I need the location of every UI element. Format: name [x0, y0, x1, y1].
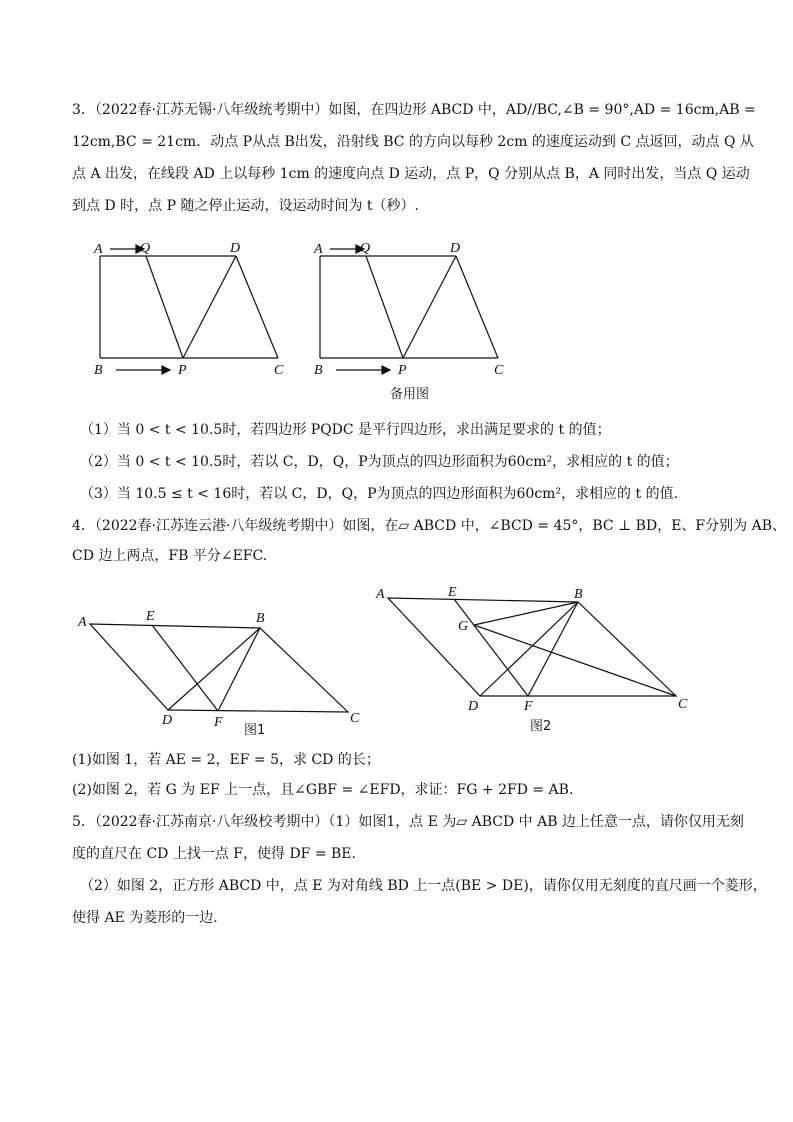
label-g: G — [458, 619, 469, 634]
label-q: Q — [360, 241, 371, 256]
label-c: C — [274, 363, 284, 378]
q3-fig1-side-dc — [236, 256, 278, 358]
label-d: D — [162, 713, 173, 728]
q4-fig1-seg-ef — [152, 625, 218, 711]
q3-fig2-arrowhead-p — [382, 366, 390, 374]
q3-fig1-seg-qp — [146, 256, 183, 358]
q4-sub-2: (2)如图 2，若 G 为 EF 上一点，且∠GBF = ∠EFD，求证：FG + 2FD = AB. — [72, 782, 574, 798]
q4-fig2-shape — [388, 598, 676, 696]
q3-figure-main — [88, 236, 298, 386]
q5-line-3: （2）如图 2，正方形 ABCD 中，点 E 为对角线 BD 上一点(BE > DE)，请你仅用无刻度的直尺画一个菱形， — [80, 878, 767, 894]
q4-fig1-seg-bd — [168, 628, 260, 710]
label-b: B — [314, 363, 323, 378]
q3-line-1: 3．（2022春·江苏无锡·八年级统考期中）如图，在四边形 ABCD 中，AD//BC,∠B = 90°,AD = 16cm,AB = — [72, 102, 756, 118]
label-b: B — [94, 363, 103, 378]
label-d: D — [230, 241, 241, 256]
q4-fig1-shape — [90, 624, 348, 712]
q3-fig2-side-dc — [456, 256, 498, 358]
q3-figure-backup — [308, 236, 518, 406]
label-p: P — [398, 363, 407, 378]
label-c: C — [494, 363, 504, 378]
fig2-caption: 图2 — [530, 719, 552, 734]
q4-fig2-seg-bd — [480, 602, 578, 696]
label-a: A — [94, 242, 103, 257]
label-f: F — [214, 715, 223, 730]
label-a: A — [376, 587, 385, 602]
q4-fig2-seg-gc — [474, 625, 676, 696]
q3-line-3: 点 A 出发，在线段 AD 上以每秒 1cm 的速度向点 D 运动，点 P，Q 分别从点 B，A 同时出发，当点 Q 运动 — [72, 166, 750, 182]
label-b: B — [256, 611, 265, 626]
q4-sub-1: (1)如图 1，若 AE = 2，EF = 5，求 CD 的长； — [72, 752, 380, 768]
label-c: C — [678, 697, 688, 712]
label-a: A — [78, 615, 87, 630]
label-a: A — [314, 242, 323, 257]
q4-line-1: 4．（2022春·江苏连云港·八年级统考期中）如图，在▱ ABCD 中，∠BCD = 45°，BC ⊥ BD，E、F分别为 AB、 — [72, 518, 786, 534]
q3-line-4: 到点 D 时，点 P 随之停止运动，设运动时间为 t（秒）. — [72, 198, 419, 214]
fig1-caption: 图1 — [244, 723, 266, 738]
label-c: C — [350, 711, 360, 726]
label-p: P — [178, 363, 187, 378]
q4-figure-1 — [72, 604, 372, 740]
q3-fig2-shape — [320, 245, 498, 374]
q4-fig2-seg-ef — [454, 599, 528, 696]
q4-fig1-parallelogram — [90, 624, 348, 712]
q3-line-2: 12cm,BC = 21cm．动点 P从点 B出发，沿射线 BC 的方向以每秒 2cm 的速度运动到 C 点返回，动点 Q 从 — [72, 134, 754, 150]
q4-fig2-seg-bf — [528, 602, 578, 696]
q3-sub-1: （1）当 0 < t < 10.5时，若四边形 PQDC 是平行四边形，求出满足要求的 t 的值； — [80, 422, 611, 438]
label-f: F — [524, 699, 533, 714]
label-d: D — [450, 241, 461, 256]
q4-fig2-seg-gb — [474, 602, 578, 625]
label-d: D — [468, 699, 479, 714]
q5-line-2: 度的直尺在 CD 上找一点 F，使得 DF = BE. — [72, 846, 356, 862]
q3-fig2-seg-qp — [366, 256, 403, 358]
label-b: B — [574, 587, 583, 602]
label-e: E — [146, 609, 155, 624]
q3-fig1-seg-pd — [183, 256, 236, 358]
label-e: E — [448, 585, 457, 600]
q3-fig2-seg-pd — [403, 256, 456, 358]
label-q: Q — [140, 241, 151, 256]
q3-fig1-arrowhead-p — [162, 366, 170, 374]
q3-fig1-shape — [100, 245, 278, 374]
q5-line-4: 使得 AE 为菱形的一边. — [72, 910, 218, 926]
q4-figure-2 — [368, 578, 698, 738]
backup-caption: 备用图 — [390, 387, 430, 402]
q4-line-2: CD 边上两点，FB 平分∠EFC. — [72, 548, 268, 564]
q5-line-1: 5．（2022春·江苏南京·八年级校考期中）（1）如图1，点 E 为▱ ABCD 中 AB 边上任意一点，请你仅用无刻 — [72, 814, 744, 830]
q3-sub-3: （3）当 10.5 ≤ t < 16时，若以 C，D，Q，P为顶点的四边形面积为60cm²，求相应的 t 的值. — [80, 486, 679, 502]
q4-fig1-seg-bf — [218, 628, 260, 711]
q3-sub-2: （2）当 0 < t < 10.5时，若以 C，D，Q，P为顶点的四边形面积为60cm²，求相应的 t 的值； — [80, 454, 679, 470]
